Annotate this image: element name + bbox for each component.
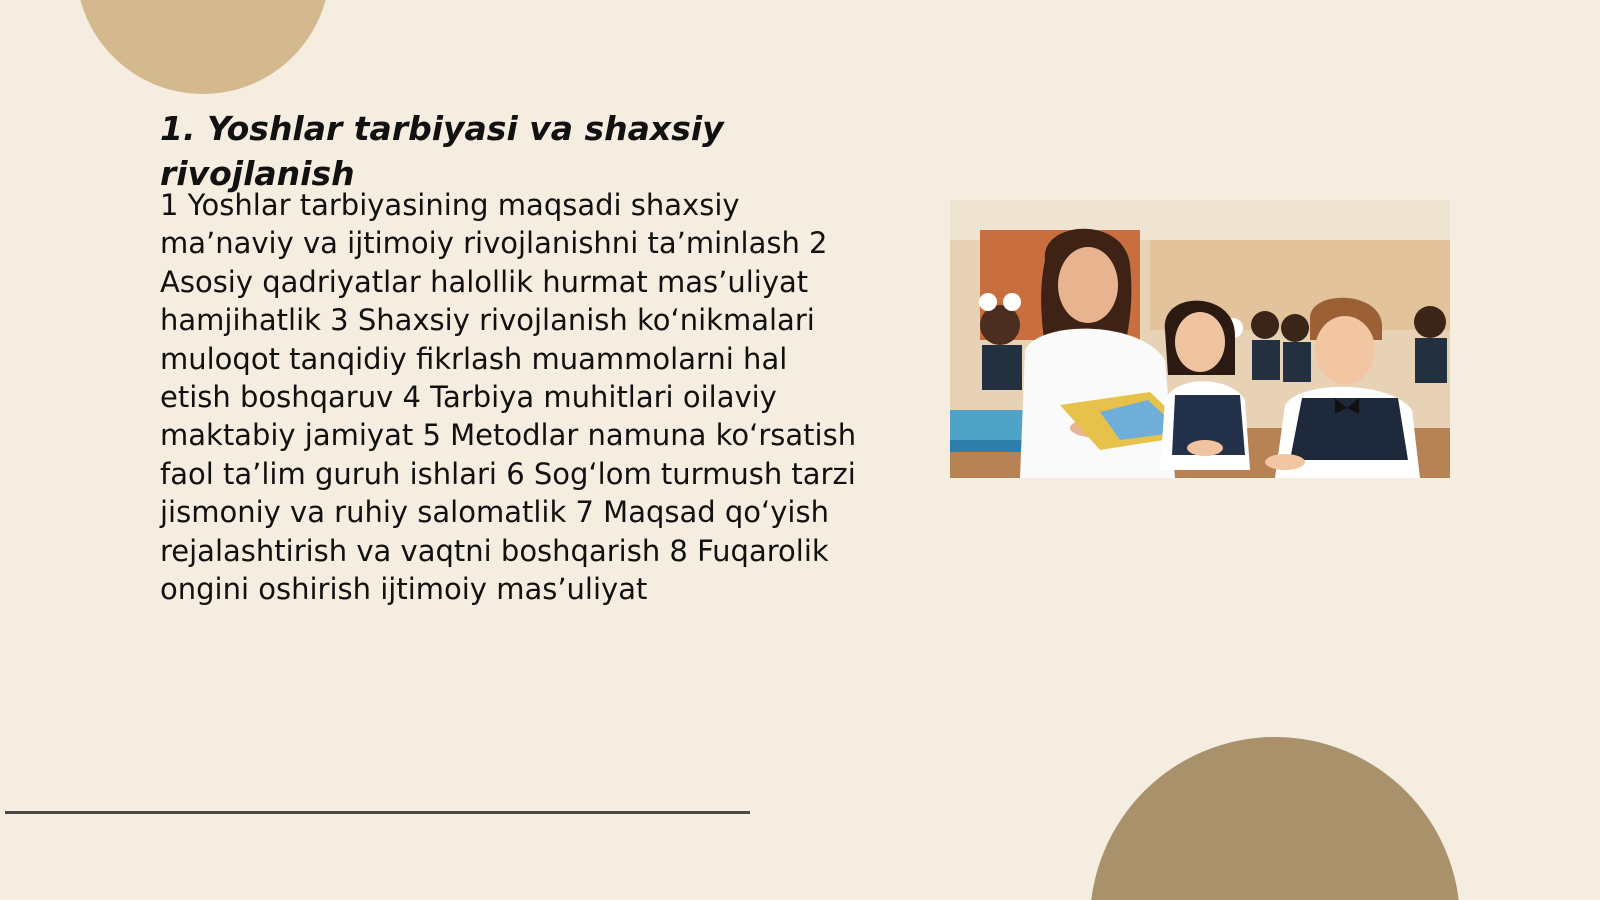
decorative-circle-top (76, 0, 330, 94)
slide-body-text: 1 Yoshlar tarbiyasining maqsadi shaxsiy ma’naviy va ijtimoiy rivojlanishni ta’minlash 2 Asosiy qadriyatlar halollik hurmat mas’uliyat hamjihatlik 3 Shaxsiy rivojlanish ko‘nikmalari muloqot tanqidiy fikrlash muammolarni hal etish boshqaruv 4 Tarbiya muhitlari oilaviy maktabiy jamiyat 5 Metodlar namuna ko‘rsatish faol ta’lim guruh ishlari 6 Sog‘lom turmush tarzi jismoniy va ruhiy salomatlik 7 Maqsad qo‘yish rejalashtirish va vaqtni boshqarish 8 Fuqarolik ongini oshirish ijtimoiy mas’uliyat (160, 188, 857, 607)
slide-title: 1. Yoshlar tarbiyasi va shaxsiy rivojlanish (160, 109, 724, 193)
decorative-circle-bottom (1090, 737, 1460, 900)
classroom-photo (950, 200, 1450, 478)
divider-line (5, 811, 750, 814)
